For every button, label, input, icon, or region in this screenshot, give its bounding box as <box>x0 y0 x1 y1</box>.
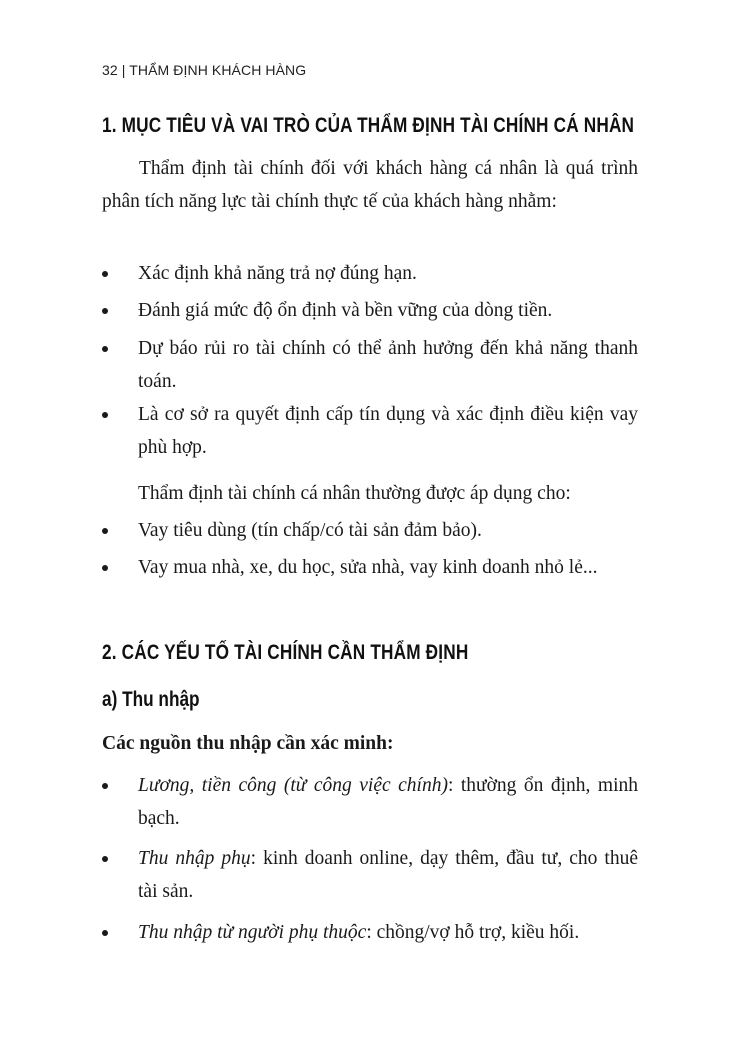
section-1-intro: Thẩm định tài chính đối với khách hàng cá nhân là quá trình phân tích năng lực tài chính thực tế của khách hàng nhằm: <box>102 158 638 212</box>
bullet-icon <box>102 271 108 277</box>
income-term: Thu nhập từ người phụ thuộc <box>138 922 367 943</box>
income-term: Thu nhập phụ <box>138 848 251 869</box>
list-item <box>102 552 638 585</box>
list-item-text: Là cơ sở ra quyết định cấp tín dụng và xác định điều kiện vay phù hợp. <box>138 404 638 458</box>
bullet-icon <box>102 412 108 418</box>
list-item <box>102 515 638 548</box>
income-desc: : thường ổn định, minh bạch. <box>138 775 638 829</box>
bullet-icon <box>102 783 108 789</box>
bullet-icon <box>102 346 108 352</box>
bullet-icon <box>102 565 108 571</box>
list-item <box>102 295 638 328</box>
applies-intro: Thẩm định tài chính cá nhân thường được áp dụng cho: <box>138 483 571 504</box>
list-item-text <box>138 770 638 835</box>
list-item-text: Vay tiêu dùng (tín chấp/có tài sản đảm bảo). <box>138 520 482 541</box>
income-term: Lương, tiền công (từ công việc chính) <box>138 775 448 796</box>
list-item <box>102 843 638 908</box>
bullet-icon <box>102 930 108 936</box>
list-item <box>102 333 638 398</box>
list-item-text: Dự báo rủi ro tài chính có thể ảnh hưởng đến khả năng thanh toán. <box>138 338 638 392</box>
list-item <box>102 917 638 950</box>
income-desc: : chồng/vợ hỗ trợ, kiều hối. <box>366 922 580 943</box>
list-item <box>102 770 638 835</box>
section-1-title: 1. MỤC TIÊU VÀ VAI TRÒ CỦA THẨM ĐỊNH TÀI CHÍNH CÁ NHÂN <box>102 114 635 137</box>
subsection-a-title: a) Thu nhập <box>102 688 200 711</box>
running-head: 32 | THẨM ĐỊNH KHÁCH HÀNG <box>102 62 307 78</box>
list-item-text: Xác định khả năng trả nợ đúng hạn. <box>138 263 417 284</box>
list-item <box>102 399 638 464</box>
list-item <box>102 258 638 291</box>
list-item-text <box>138 917 638 950</box>
section-2-title: 2. CÁC YẾU TỐ TÀI CHÍNH CẦN THẨM ĐỊNH <box>102 641 469 664</box>
bullet-icon <box>102 856 108 862</box>
bullet-icon <box>102 528 108 534</box>
list-item-text: Đánh giá mức độ ổn định và bền vững của dòng tiền. <box>138 300 553 321</box>
income-desc: : kinh doanh online, dạy thêm, đầu tư, cho thuê tài sản. <box>138 848 638 902</box>
list-item-text <box>138 843 638 908</box>
bullet-icon <box>102 308 108 314</box>
list-item-text: Vay mua nhà, xe, du học, sửa nhà, vay kinh doanh nhỏ lẻ... <box>138 557 598 578</box>
income-sources-label: Các nguồn thu nhập cần xác minh: <box>102 733 394 754</box>
